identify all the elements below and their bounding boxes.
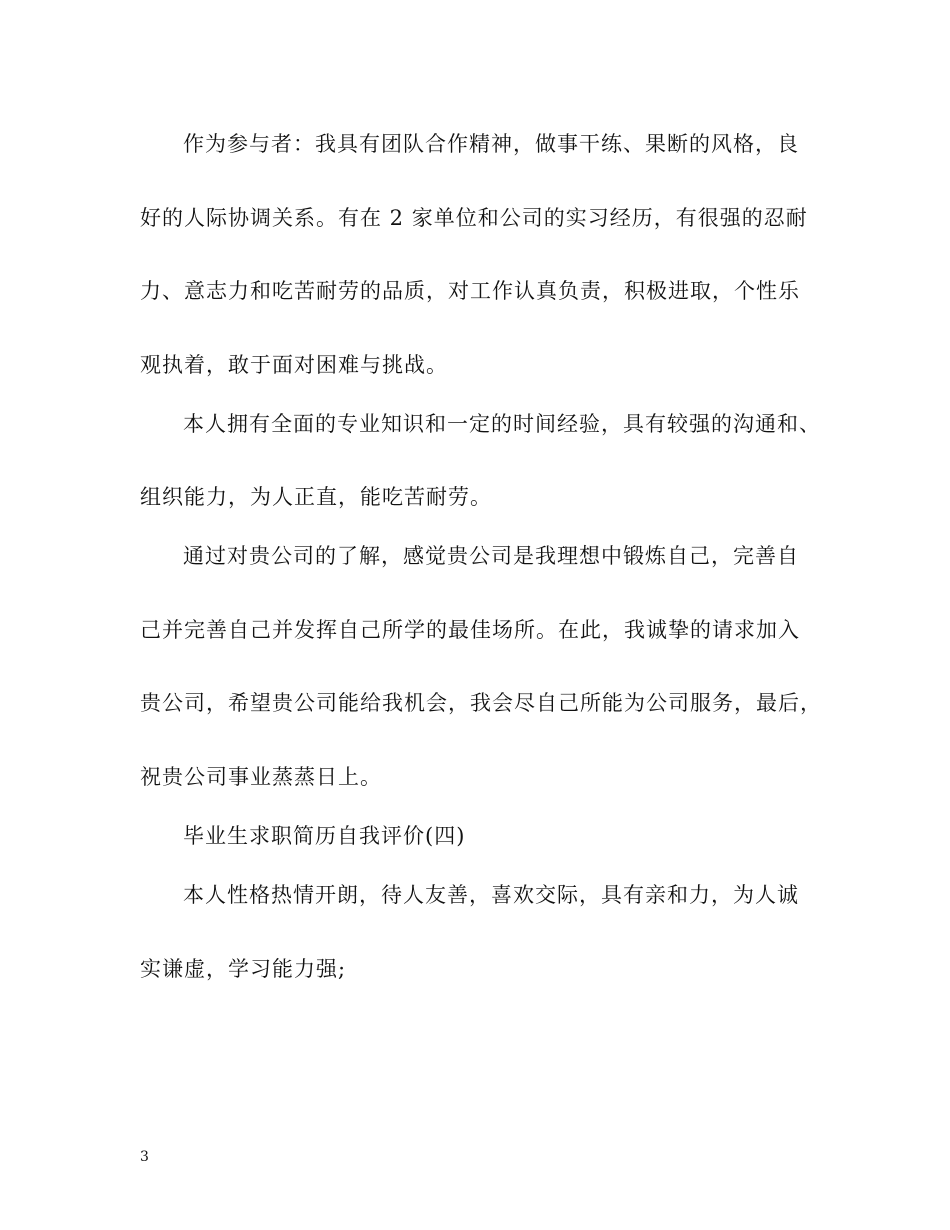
- paragraph-3-line-4: 祝贵公司事业蒸蒸日上。: [140, 765, 382, 789]
- paragraph-1-line-1: 作为参与者：我具有团队合作精神，做事干练、果断的风格，良: [183, 132, 799, 156]
- paragraph-3-line-2: 己并完善自己并发挥自己所学的最佳场所。在此，我诚挚的请求加入: [140, 618, 800, 642]
- paragraph-2-line-2: 组织能力，为人正直，能吃苦耐劳。: [140, 485, 492, 509]
- section-heading: 毕业生求职简历自我评价(四): [183, 824, 466, 848]
- paragraph-4-line-1: 本人性格热情开朗，待人友善，喜欢交际，具有亲和力，为人诚: [183, 883, 799, 907]
- paragraph-3-line-3: 贵公司，希望贵公司能给我机会，我会尽自己所能为公司服务，最后，: [140, 691, 822, 715]
- paragraph-1-line-4: 观执着，敢于面对困难与挑战。: [140, 353, 448, 377]
- paragraph-4-line-2: 实谦虚，学习能力强;: [140, 957, 347, 981]
- paragraph-2-line-1: 本人拥有全面的专业知识和一定的时间经验，具有较强的沟通和、: [183, 412, 821, 436]
- paragraph-1-line-3: 力、意志力和吃苦耐劳的品质，对工作认真负责，积极进取，个性乐: [140, 279, 800, 303]
- paragraph-3-line-1: 通过对贵公司的了解，感觉贵公司是我理想中锻炼自己，完善自: [183, 544, 799, 568]
- paragraph-1-line-2: 好的人际协调关系。有在 2 家单位和公司的实习经历，有很强的忍耐: [140, 206, 808, 230]
- page-number: 3: [140, 1149, 149, 1165]
